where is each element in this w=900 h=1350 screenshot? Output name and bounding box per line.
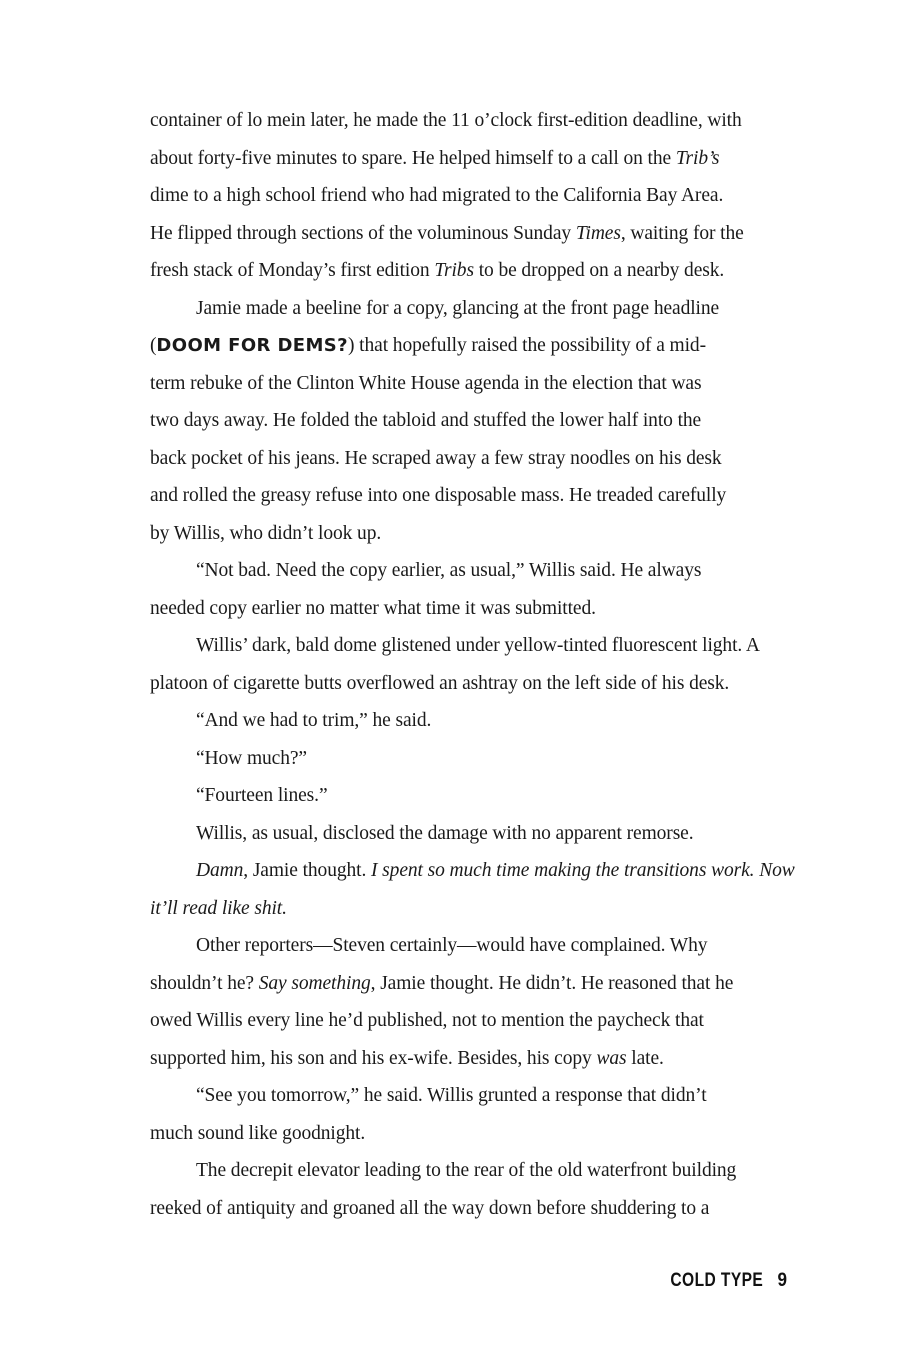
text-line: needed copy earlier no matter what time it was submitted. <box>150 597 596 619</box>
page-number: 9 <box>777 1270 788 1291</box>
text-line: container of lo mein later, he made the 11 o’clock first-edition deadline, with <box>150 110 742 131</box>
text-line: by Willis, who didn’t look up. <box>150 522 382 544</box>
text-line: platoon of cigarette butts overflowed an ashtray on the left side of his desk. <box>150 672 730 694</box>
text-line: Jamie made a beeline for a copy, glancing at the front page headline <box>196 297 720 319</box>
italic-text: Say something <box>258 972 371 994</box>
running-title: COLD TYPE <box>670 1270 763 1291</box>
italic-text: Trib’s <box>675 147 720 169</box>
text-line: The decrepit elevator leading to the rear of the old waterfront building <box>196 1160 737 1181</box>
italic-text: Damn <box>196 860 244 881</box>
text-line: (DOOM FOR DEMS?) that hopefully raised the possibility of a mid- <box>150 335 706 356</box>
text-line: reeked of antiquity and groaned all the way down before shuddering to a <box>150 1197 710 1219</box>
text-line: supported him, his son and his ex-wife. Besides, his copy was late. <box>150 1047 664 1069</box>
text-line: Willis’ dark, bald dome glistened under yellow-tinted fluorescent light. A <box>196 635 760 656</box>
text-line: fresh stack of Monday’s first edition Tribs to be dropped on a nearby desk. <box>150 260 725 281</box>
headline-text: DOOM FOR DEMS? <box>156 335 349 356</box>
text-line: much sound like goodnight. <box>150 1122 366 1144</box>
text-line: about forty-five minutes to spare. He helped himself to a call on the Trib’s <box>150 147 720 169</box>
text-line: Other reporters—Steven certainly—would have complained. Why <box>196 935 708 956</box>
text-line: Damn, Jamie thought. I spent so much time making the transitions work. Now <box>196 860 795 881</box>
text-line: “Fourteen lines.” <box>196 785 328 806</box>
italic-text: Times <box>575 222 621 244</box>
text-line <box>150 890 287 928</box>
text-line: dime to a high school friend who had migrated to the California Bay Area. <box>150 185 724 206</box>
italic-text: I spent so much time making the transitions work. Now <box>371 860 795 881</box>
italic-text: it’ll read like shit. <box>150 897 287 919</box>
text-line: back pocket of his jeans. He scraped away a few stray noodles on his desk <box>150 447 722 469</box>
text-line: term rebuke of the Clinton White House agenda in the election that was <box>150 372 702 394</box>
text-line: “See you tomorrow,” he said. Willis grunted a response that didn’t <box>196 1085 707 1106</box>
page-footer <box>650 1270 788 1292</box>
text-line: “And we had to trim,” he said. <box>196 710 432 731</box>
text-line: owed Willis every line he’d published, not to mention the paycheck that <box>150 1010 704 1031</box>
text-line: and rolled the greasy refuse into one disposable mass. He treaded carefully <box>150 485 727 506</box>
text-line: “Not bad. Need the copy earlier, as usual,” Willis said. He always <box>196 560 702 581</box>
text-line: two days away. He folded the tabloid and stuffed the lower half into the <box>150 410 702 431</box>
text-line: shouldn’t he? Say something, Jamie thought. He didn’t. He reasoned that he <box>150 972 734 994</box>
text-line: Willis, as usual, disclosed the damage with no apparent remorse. <box>196 822 694 844</box>
italic-text: was <box>596 1047 627 1069</box>
text-line: He flipped through sections of the voluminous Sunday Times, waiting for the <box>150 222 744 244</box>
text-line: “How much?” <box>196 747 307 769</box>
italic-text: Tribs <box>434 260 474 281</box>
